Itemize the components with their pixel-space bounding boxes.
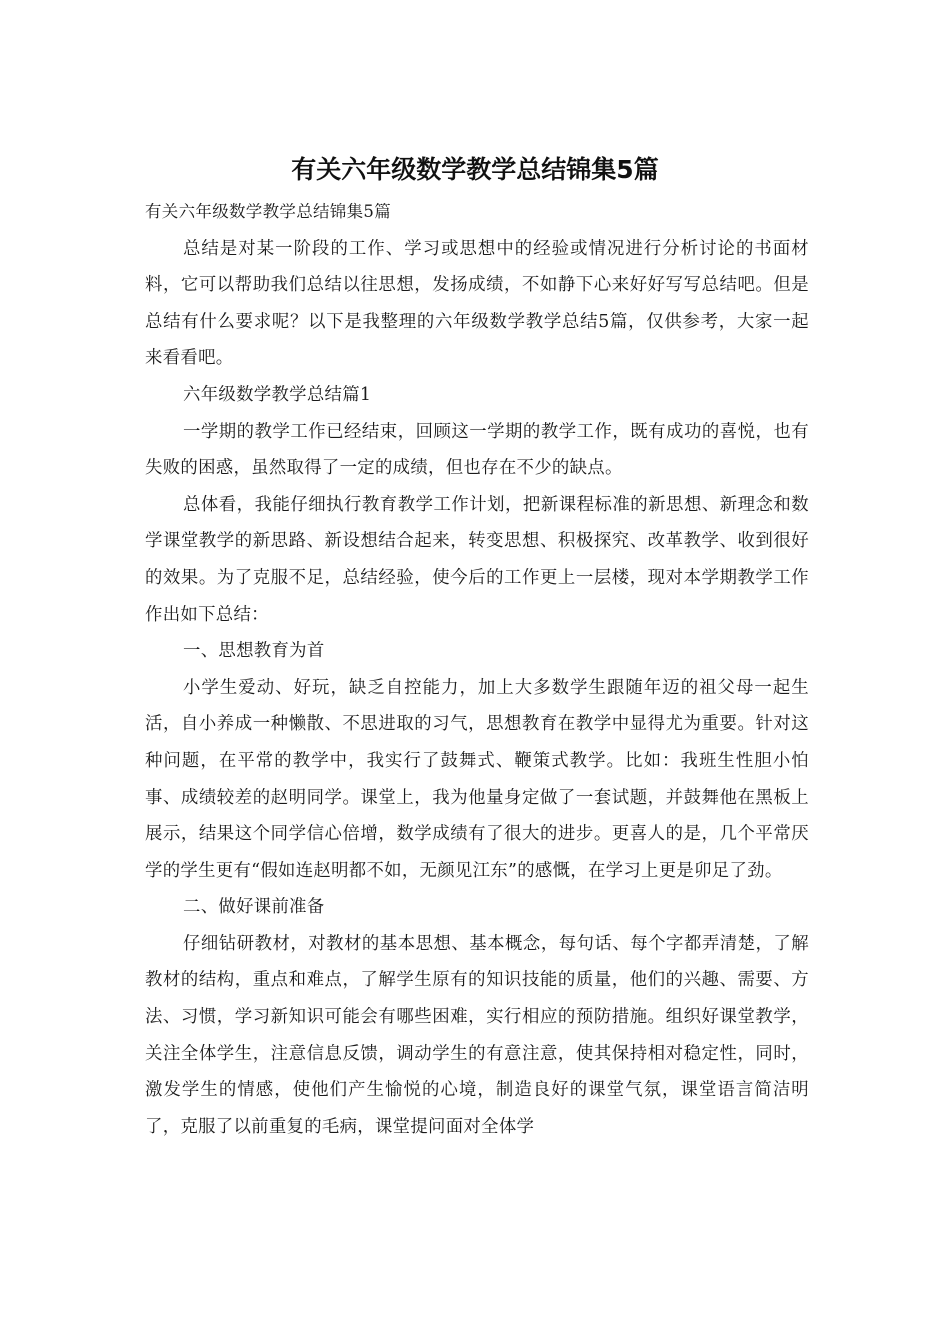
document-body: [145, 194, 809, 1145]
section-heading: 一、思想教育为首: [183, 641, 325, 662]
document-subtitle: 有关六年级数学教学总结锦集5篇: [145, 202, 391, 221]
section-heading: 六年级数学教学总结篇1: [183, 384, 372, 405]
section-heading: 二、做好课前准备: [183, 897, 325, 918]
document-title: 有关六年级数学教学总结锦集5篇: [291, 155, 659, 184]
body-paragraph: 小学生爱动、好玩，缺乏自控能力，加上大多数学生跟随年迈的祖父母一起生活，自小养成一种懒散、不思进取的习气，思想教育在教学中显得尤为重要。针对这种问题，在平常的教学中，我实行了鼓舞式、鞭策式教学。比如：我班生性胆小怕事、成绩较差的赵明同学。课堂上，我为他量身定做了一套试题，并鼓舞他在黑板上展示，结果这个同学信心倍增，数学成绩有了很大的进步。更喜人的是，几个平常厌学的学生更有“假如连赵明都不如，无颜见江东”的感慨，在学习上更是卯足了劲。: [145, 677, 809, 881]
body-paragraph: 一学期的教学工作已经结束，回顾这一学期的教学工作，既有成功的喜悦，也有失败的困惑，虽然取得了一定的成绩，但也存在不少的缺点。: [145, 421, 809, 479]
intro-paragraph: 总结是对某一阶段的工作、学习或思想中的经验或情况进行分析讨论的书面材料，它可以帮助我们总结以往思想，发扬成绩，不如静下心来好好写写总结吧。但是总结有什么要求呢？以下是我整理的六年级数学教学总结5篇，仅供参考，大家一起来看看吧。: [145, 238, 809, 369]
body-paragraph: 仔细钻研教材，对教材的基本思想、基本概念，每句话、每个字都弄清楚，了解教材的结构，重点和难点，了解学生原有的知识技能的质量，他们的兴趣、需要、方法、习惯，学习新知识可能会有哪些困难，实行相应的预防措施。组织好课堂教学，关注全体学生，注意信息反馈，调动学生的有意注意，使其保持相对稳定性，同时，激发学生的情感，使他们产生愉悦的心境，制造良好的课堂气氛，课堂语言简洁明了，克服了以前重复的毛病，课堂提问面对全体学: [145, 933, 809, 1137]
body-paragraph: 总体看，我能仔细执行教育教学工作计划，把新课程标准的新思想、新理念和数学课堂教学的新思路、新设想结合起来，转变思想、积极探究、改革教学、收到很好的效果。为了克服不足，总结经验，使今后的工作更上一层楼，现对本学期教学工作作出如下总结：: [145, 494, 809, 625]
